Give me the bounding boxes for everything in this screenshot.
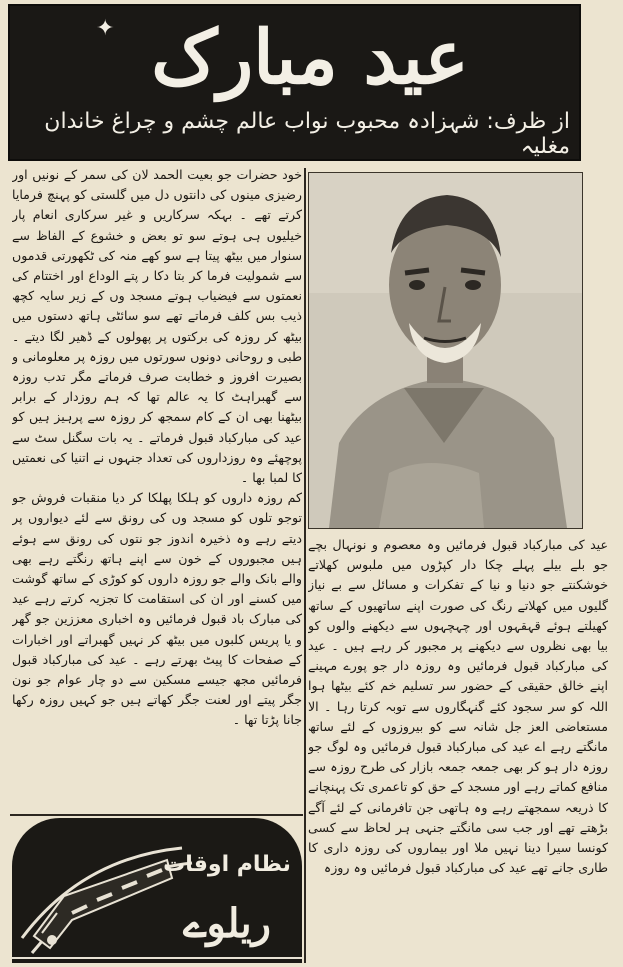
header-banner	[8, 4, 581, 161]
article-paragraph: عید کی مبارکباد قبول فرمائیں وہ معصوم و نونہال بچے جو بلے بیلے پہلے چکا دار کپڑوں میں ملبوس کھلاتے خوشکنتے جو دنیا و نیا کے تفکرات و مسائل سے بے نیاز گلیوں میں کھلاتے رنگ کی صورت اپنے ساتھیوں کے ساتھ کھیلتے ہوئے قہقہوں اور چہچہوں سے دیکھنے والوں کو بیا بھی نظروں سے دیکھنے پر مجبور کر رہے ہیں ۔ عید کی مبارکباد قبول فرمائیں وہ روزہ دار جو پورے مہینے اپنے خالق حقیقی کے حضور سر تسلیم خم کئے بیٹھا ہوا اللہ کو سر سجود کئے گنہگاروں سے توبہ کرتا رہا ۔ الا مستعاضی العز جل شانہ سے کو بیروزوں کے لئے ساتھ مانگتے رہے اے عید کی مبارکباد قبول فرمائیں وہ لوگ جو روزہ دار ہو کر بھی جمعہ جمعہ بازار کی طرح روزہ سے منافع کماتے رہے اور مسجد کے حق کو تاعمری تک پہنچانے کا ذریعہ سمجھتے رہے وہ ہاتھی جن تافرمانی کے لئے آگے بڑھتے تھے اور جب سی مانگتے جنہی ہر لحاظ سے کسی کونسا سیرا دینا نہیں ملا اور بیماروں کی روزہ داری کا طاری جانے تھے عید کی مبارکباد قبول فرمائیں وہ روزہ	[308, 537, 608, 876]
column-divider	[304, 168, 306, 963]
article-paragraph: کم روزہ داروں کو ہلکا پھلکا کر دیا منقبات فروش جو توجو تلوں کو مسجد وں کی رونق سے لئے دیواروں پر دیتے رہے وہ ذخیرہ اندوز جو نتوں کی رونق سے ہوئے ہیں مجبوروں کے خون سے اپنے ہاتھ رنگتے رہے بھی والے بانک والے جو روزہ داروں کو کوڑی کے ساتھ گوشت میں کسنے اور ان کی استقامت کا تجزیہ کرتے رہے عید کی مبارک باد قبول فرمائیں وہ اخباری معززین جو گھر و یا پریس کلبوں میں بیٹھ کر نہیں گھبراتے اور اخبارات کے صفحات کا پیٹ بھرتے رہے ۔ عید کی مبارکباد قبول فرمائیں مجھ جیسے مسکین سے دو چار عوام جو نون جگر پیتے اور لعنت جگر کھاتے ہیں جو کہیں روزہ رکھا جانا پڑتا تھا ۔	[12, 490, 302, 728]
star-ornament-icon: ✦	[96, 16, 115, 41]
railway-advertisement	[12, 818, 302, 963]
ad-heading: نظام اوقات	[163, 852, 291, 877]
page-title: عید مبارک	[151, 15, 469, 101]
ad-divider	[10, 814, 303, 816]
ad-brand: ریلوے	[183, 900, 271, 947]
article-paragraph: خود حضرات جو بعیت الحمد لان کی سمر کے نونیں اور رضیزی مینوں کی دانتوں دل میں گلستی کو پہنچ فرمایا کرتے تھے ۔ بہکہ سرکاریں و غیر سرکاری انعام پار خیلیوں ہی ہوتے سو تو بعض و خشوع کے الفاظ سے سنوار میں بیٹھ پیتا ہے سو کھے منہ کی ٹکھورتی قدموں سے شمولیت فرما کر بتا دکا ر پتے الوداع اور اختتام کی نعمتوں سے فیضیاب ہوتے مسجد وں کے زیر سایہ کچھ ذیب بس کلف فرماتے تھے سو سائٹی ہاتھ دستوں میں بیٹھ کر روزہ کی برکتوں پر پھولوں کے ڈھیر لگا دیتے ۔ طبی و روحانی دونوں سورتوں میں روزہ پر معلومانی و بصیرت افروز و خطابت صرف فرماتے مگر تدب روزہ سے گھبراہٹ کا یہ عالم تھا کہ ہم روزدار کے برابر بیٹھنا بھی ان کے کام سمجھ کر روزہ سے پرہیز ہیں کو عید کی مبارکباد قبول فرماتے ۔ یہ بات سگنل سٹ سے پوچھئے وہ روزداروں کی تعداد جنہوں نے اتنیا کی نعمتیں کا لمبا بھا ۔	[12, 167, 302, 486]
author-byline: از ظرف: شہزادہ محبوب نواب عالم چشم و چراغ خاندان مغلیہ	[44, 109, 570, 159]
article-right-column	[308, 535, 608, 963]
portrait-photo	[308, 172, 583, 529]
portrait-image	[309, 173, 582, 528]
article-left-column	[12, 165, 302, 823]
